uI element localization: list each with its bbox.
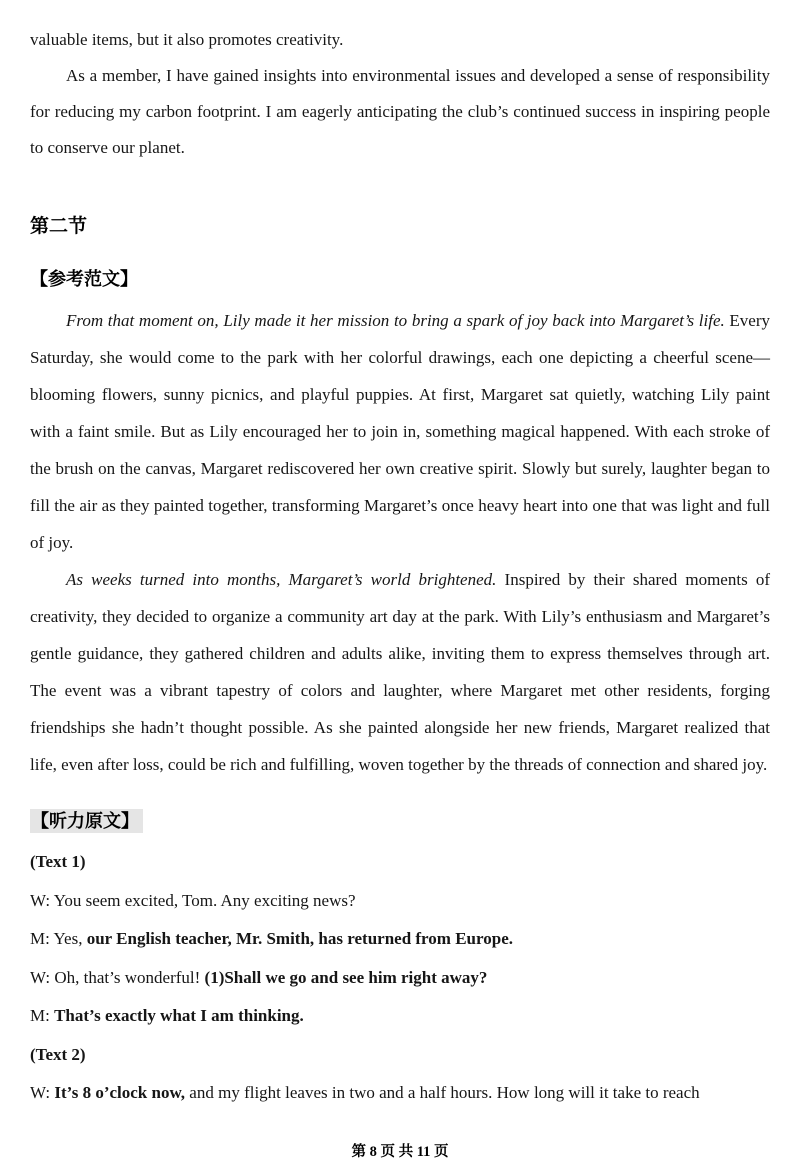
heading-model-essay: 【参考范文】 (30, 269, 138, 289)
text-run: As weeks turned into months, Margaret’s world brightened. (66, 570, 497, 589)
text-run: M: (30, 1006, 55, 1025)
paragraph-continuation: valuable items, but it also promotes creativity. (30, 30, 344, 49)
transcript-line-w3 (30, 1074, 770, 1113)
text-run: (1)Shall we go and see him right away? (204, 967, 488, 987)
listening-transcript (30, 843, 770, 1113)
transcript-text1-label (30, 843, 770, 882)
transcript-text2-label (30, 1036, 770, 1075)
text-run: (Text 2) (30, 1044, 86, 1064)
text-run: W: Oh, that’s wonderful! (30, 967, 205, 987)
text-run: From that moment on, Lily made it her mission to bring a spark of joy back into Margaret’s life. (66, 311, 725, 330)
text-run: That’s exactly what I am thinking. (54, 1006, 304, 1025)
text-run: Every Saturday, she would come to the park with her colorful drawings, each one depicting a cheerful scene—blooming flowers, sunny picnics, and playful puppies. At first, Margaret sat quietly, watching Lily paint with a faint smile. But as Lily encouraged her to join in, something magical happened. With each stroke of the brush on the canvas, Margaret rediscovered her own creative spirit. Slowly but surely, laughter began to fill the air as they painted together, transforming Margaret’s once heavy heart into one that was light and full of joy. (30, 311, 771, 552)
text-run: and my flight leaves in two and a half hours. How long will it take to reach (185, 1083, 700, 1102)
text-run: M: Yes, (30, 929, 87, 948)
transcript-line-m2 (30, 997, 770, 1036)
text-run: W: You seem excited, Tom. Any exciting news? (30, 890, 356, 910)
text-run: W: (30, 1083, 55, 1102)
transcript-line-m1 (30, 920, 770, 959)
text-run: Inspired by their shared moments of creativity, they decided to organize a community art day at the park. With Lily’s enthusiasm and Margaret’s gentle guidance, they gathered children and adults alike, inviting them to express themselves through art. The event was a vibrant tapestry of colors and laughter, where Margaret met other residents, forging friendships she hadn’t thought possible. As she painted alongside her new friends, Margaret realized that life, even after loss, could be rich and fulfilling, woven together by the threads of connection and shared joy. (30, 570, 770, 774)
heading-section-two: 第二节 (30, 216, 88, 237)
page-number-footer: 第 8 页 共 11 页 (351, 1144, 449, 1160)
transcript-line-w1 (30, 882, 770, 921)
essay-paragraph-1 (30, 302, 770, 561)
text-run: (Text 1) (30, 852, 86, 871)
heading-listening-transcript (30, 807, 770, 835)
text-run: our English teacher, Mr. Smith, has returned from Europe. (86, 929, 513, 948)
paragraph-club-reflection: As a member, I have gained insights into environmental issues and developed a sense of responsibility for reducing my carbon footprint. I am eagerly anticipating the club’s continued success in inspiring people to conserve our planet. (30, 66, 770, 157)
essay-paragraph-2 (30, 561, 770, 783)
model-essay (30, 302, 770, 783)
text-run: It’s 8 o’clock now, (54, 1083, 186, 1102)
transcript-line-w2 (30, 959, 770, 998)
listening-heading-highlight: 【听力原文】 (30, 809, 143, 833)
